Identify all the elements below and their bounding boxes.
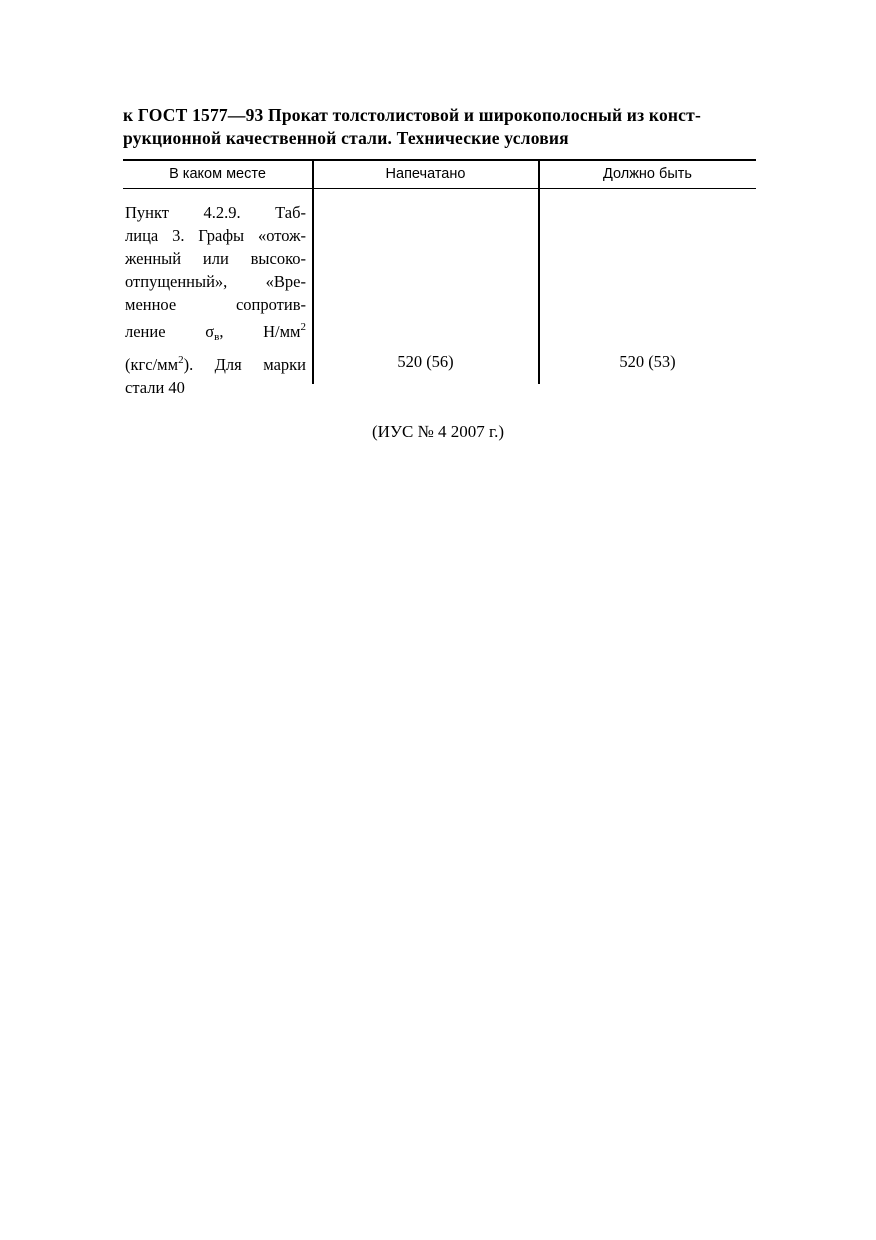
place-line-2: лица 3. Графы «отож- — [125, 226, 306, 245]
place-line-1: Пункт 4.2.9. Таб- — [125, 203, 306, 222]
title-line-1: к ГОСТ 1577—93 Прокат толстолистовой и широкополосный из конст- — [123, 105, 701, 125]
place-line-7 — [125, 349, 306, 376]
title-line-2: рукционной качественной стали. Технические условия — [123, 128, 569, 148]
place-line-3: женный или высоко- — [125, 249, 306, 268]
header-should-be: Должно быть — [603, 166, 692, 182]
cell-place — [125, 201, 306, 399]
kgs-text: (кгс/мм — [125, 355, 179, 374]
footer-reference: (ИУС № 4 2007 г.) — [372, 422, 504, 441]
corrections-table — [123, 159, 756, 397]
sigma-subscript: в — [214, 331, 220, 343]
place-line-8: стали 40 — [125, 378, 185, 397]
header-place: В каком месте — [169, 166, 266, 182]
table-top-rule — [123, 159, 756, 161]
place-line-6 — [125, 316, 306, 349]
unit-superscript: 2 — [300, 321, 306, 333]
place-line-5: менное сопротив- — [125, 295, 306, 314]
header-printed: Напечатано — [385, 166, 466, 182]
kgs-superscript: 2 — [178, 354, 184, 366]
place-line-4: отпущенный», «Вре- — [125, 272, 306, 291]
table-header-rule — [123, 188, 756, 189]
unit-text: , Н/мм — [219, 322, 301, 341]
grade-text: ). Для марки — [183, 355, 306, 374]
cell-should-be: 520 (53) — [619, 352, 676, 371]
cell-printed: 520 (56) — [397, 352, 454, 371]
sigma-text: ление σ — [125, 322, 215, 341]
document-title — [123, 104, 756, 150]
